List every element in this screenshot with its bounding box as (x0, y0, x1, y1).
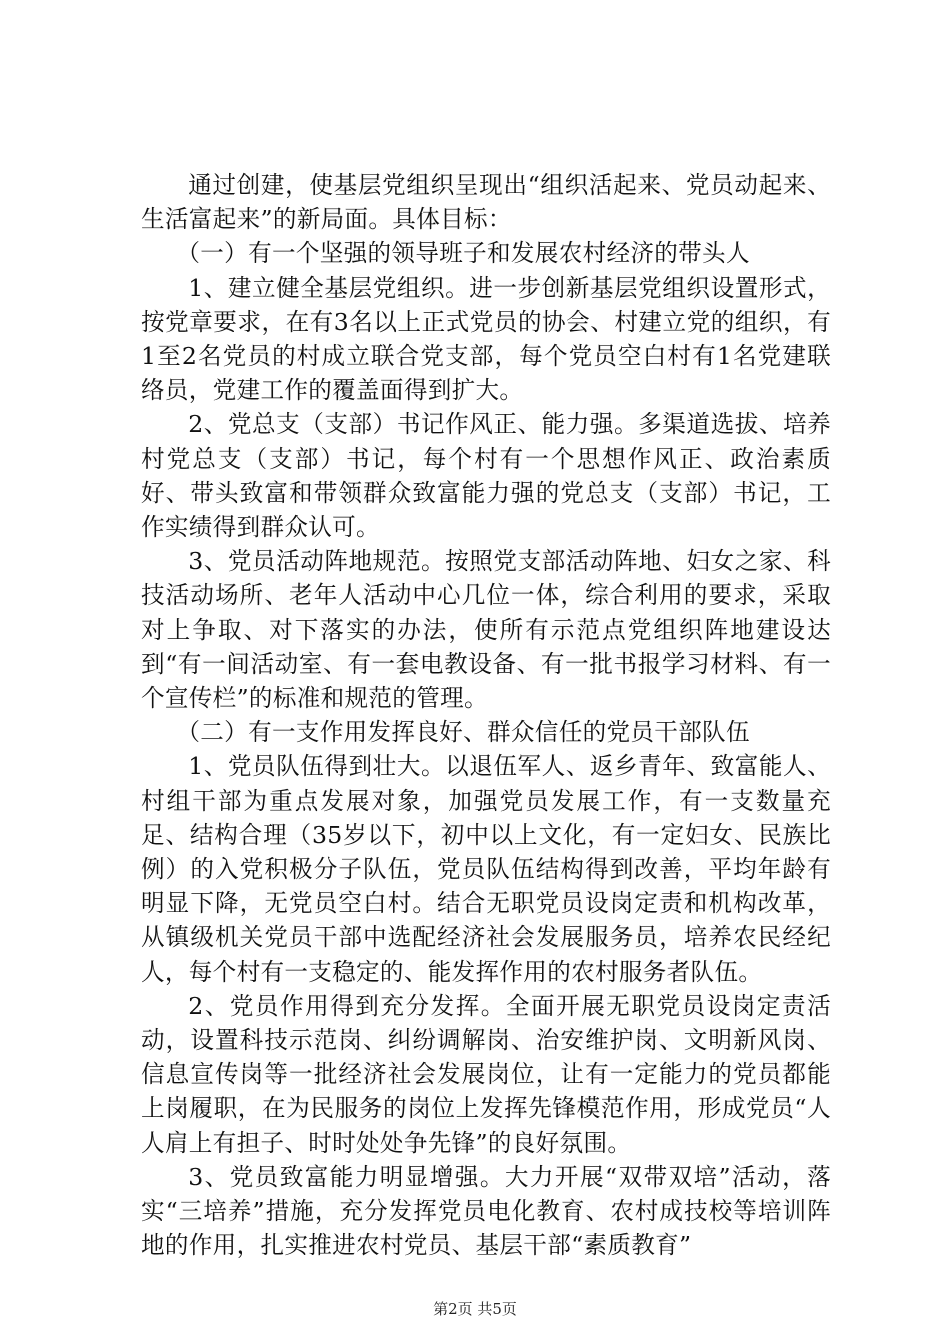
section-heading-two: （二）有一支作用发挥良好、群众信任的党员干部队伍 (176, 718, 750, 747)
document-body (141, 168, 831, 1263)
paragraph-item-2-2: 2、党员作用得到充分发挥。全面开展无职党员设岗定责活动，设置科技示范岗、纠纷调解岗、治安维护岗、文明新风岗、信息宣传岗等一批经济社会发展岗位，让有一定能力的党员都能上岗履职，在为民服务的岗位上发挥先锋模范作用，形成党员“人人肩上有担子、时时处处争先锋”的良好氛围。 (141, 991, 831, 1157)
paragraph-intro: 通过创建，使基层党组织呈现出“组织活起来、党员动起来、生活富起来”的新局面。具体目标： (141, 171, 831, 234)
paragraph-item-1-1: 1、建立健全基层党组织。进一步创新基层党组织设置形式，按党章要求，在有3名以上正式党员的协会、村建立党的组织，有1至2名党员的村成立联合党支部，每个党员空白村有1名党建联络员，党建工作的覆盖面得到扩大。 (141, 273, 831, 405)
page-footer (0, 1299, 950, 1319)
page-number-label: 第2页 共5页 (433, 1300, 517, 1318)
paragraph-item-1-2: 2、党总支（支部）书记作风正、能力强。多渠道选拔、培养村党总支（支部）书记，每个村有一个思想作风正、政治素质好、带头致富和带领群众致富能力强的党总支（支部）书记，工作实绩得到群众认可。 (141, 410, 831, 542)
paragraph-item-2-1: 1、党员队伍得到壮大。以退伍军人、返乡青年、致富能人、村组干部为重点发展对象，加强党员发展工作，有一支数量充足、结构合理（35岁以下，初中以上文化，有一定妇女、民族比例）的入党积极分子队伍，党员队伍结构得到改善，平均年龄有明显下降，无党员空白村。结合无职党员设岗定责和机构改革，从镇级机关党员干部中选配经济社会发展服务员，培养农民经纪人，每个村有一支稳定的、能发挥作用的农村服务者队伍。 (141, 752, 831, 986)
section-heading-one: （一）有一个坚强的领导班子和发展农村经济的带头人 (176, 239, 750, 268)
paragraph-item-2-3: 3、党员致富能力明显增强。大力开展“双带双培”活动，落实“三培养”措施，充分发挥党员电化教育、农村成技校等培训阵地的作用，扎实推进农村党员、基层干部“素质教育” (141, 1162, 831, 1260)
paragraph-item-1-3: 3、党员活动阵地规范。按照党支部活动阵地、妇女之家、科技活动场所、老年人活动中心几位一体，综合利用的要求，采取对上争取、对下落实的办法，使所有示范点党组织阵地建设达到“有一间活动室、有一套电教设备、有一批书报学习材料、有一个宣传栏”的标准和规范的管理。 (141, 547, 831, 713)
